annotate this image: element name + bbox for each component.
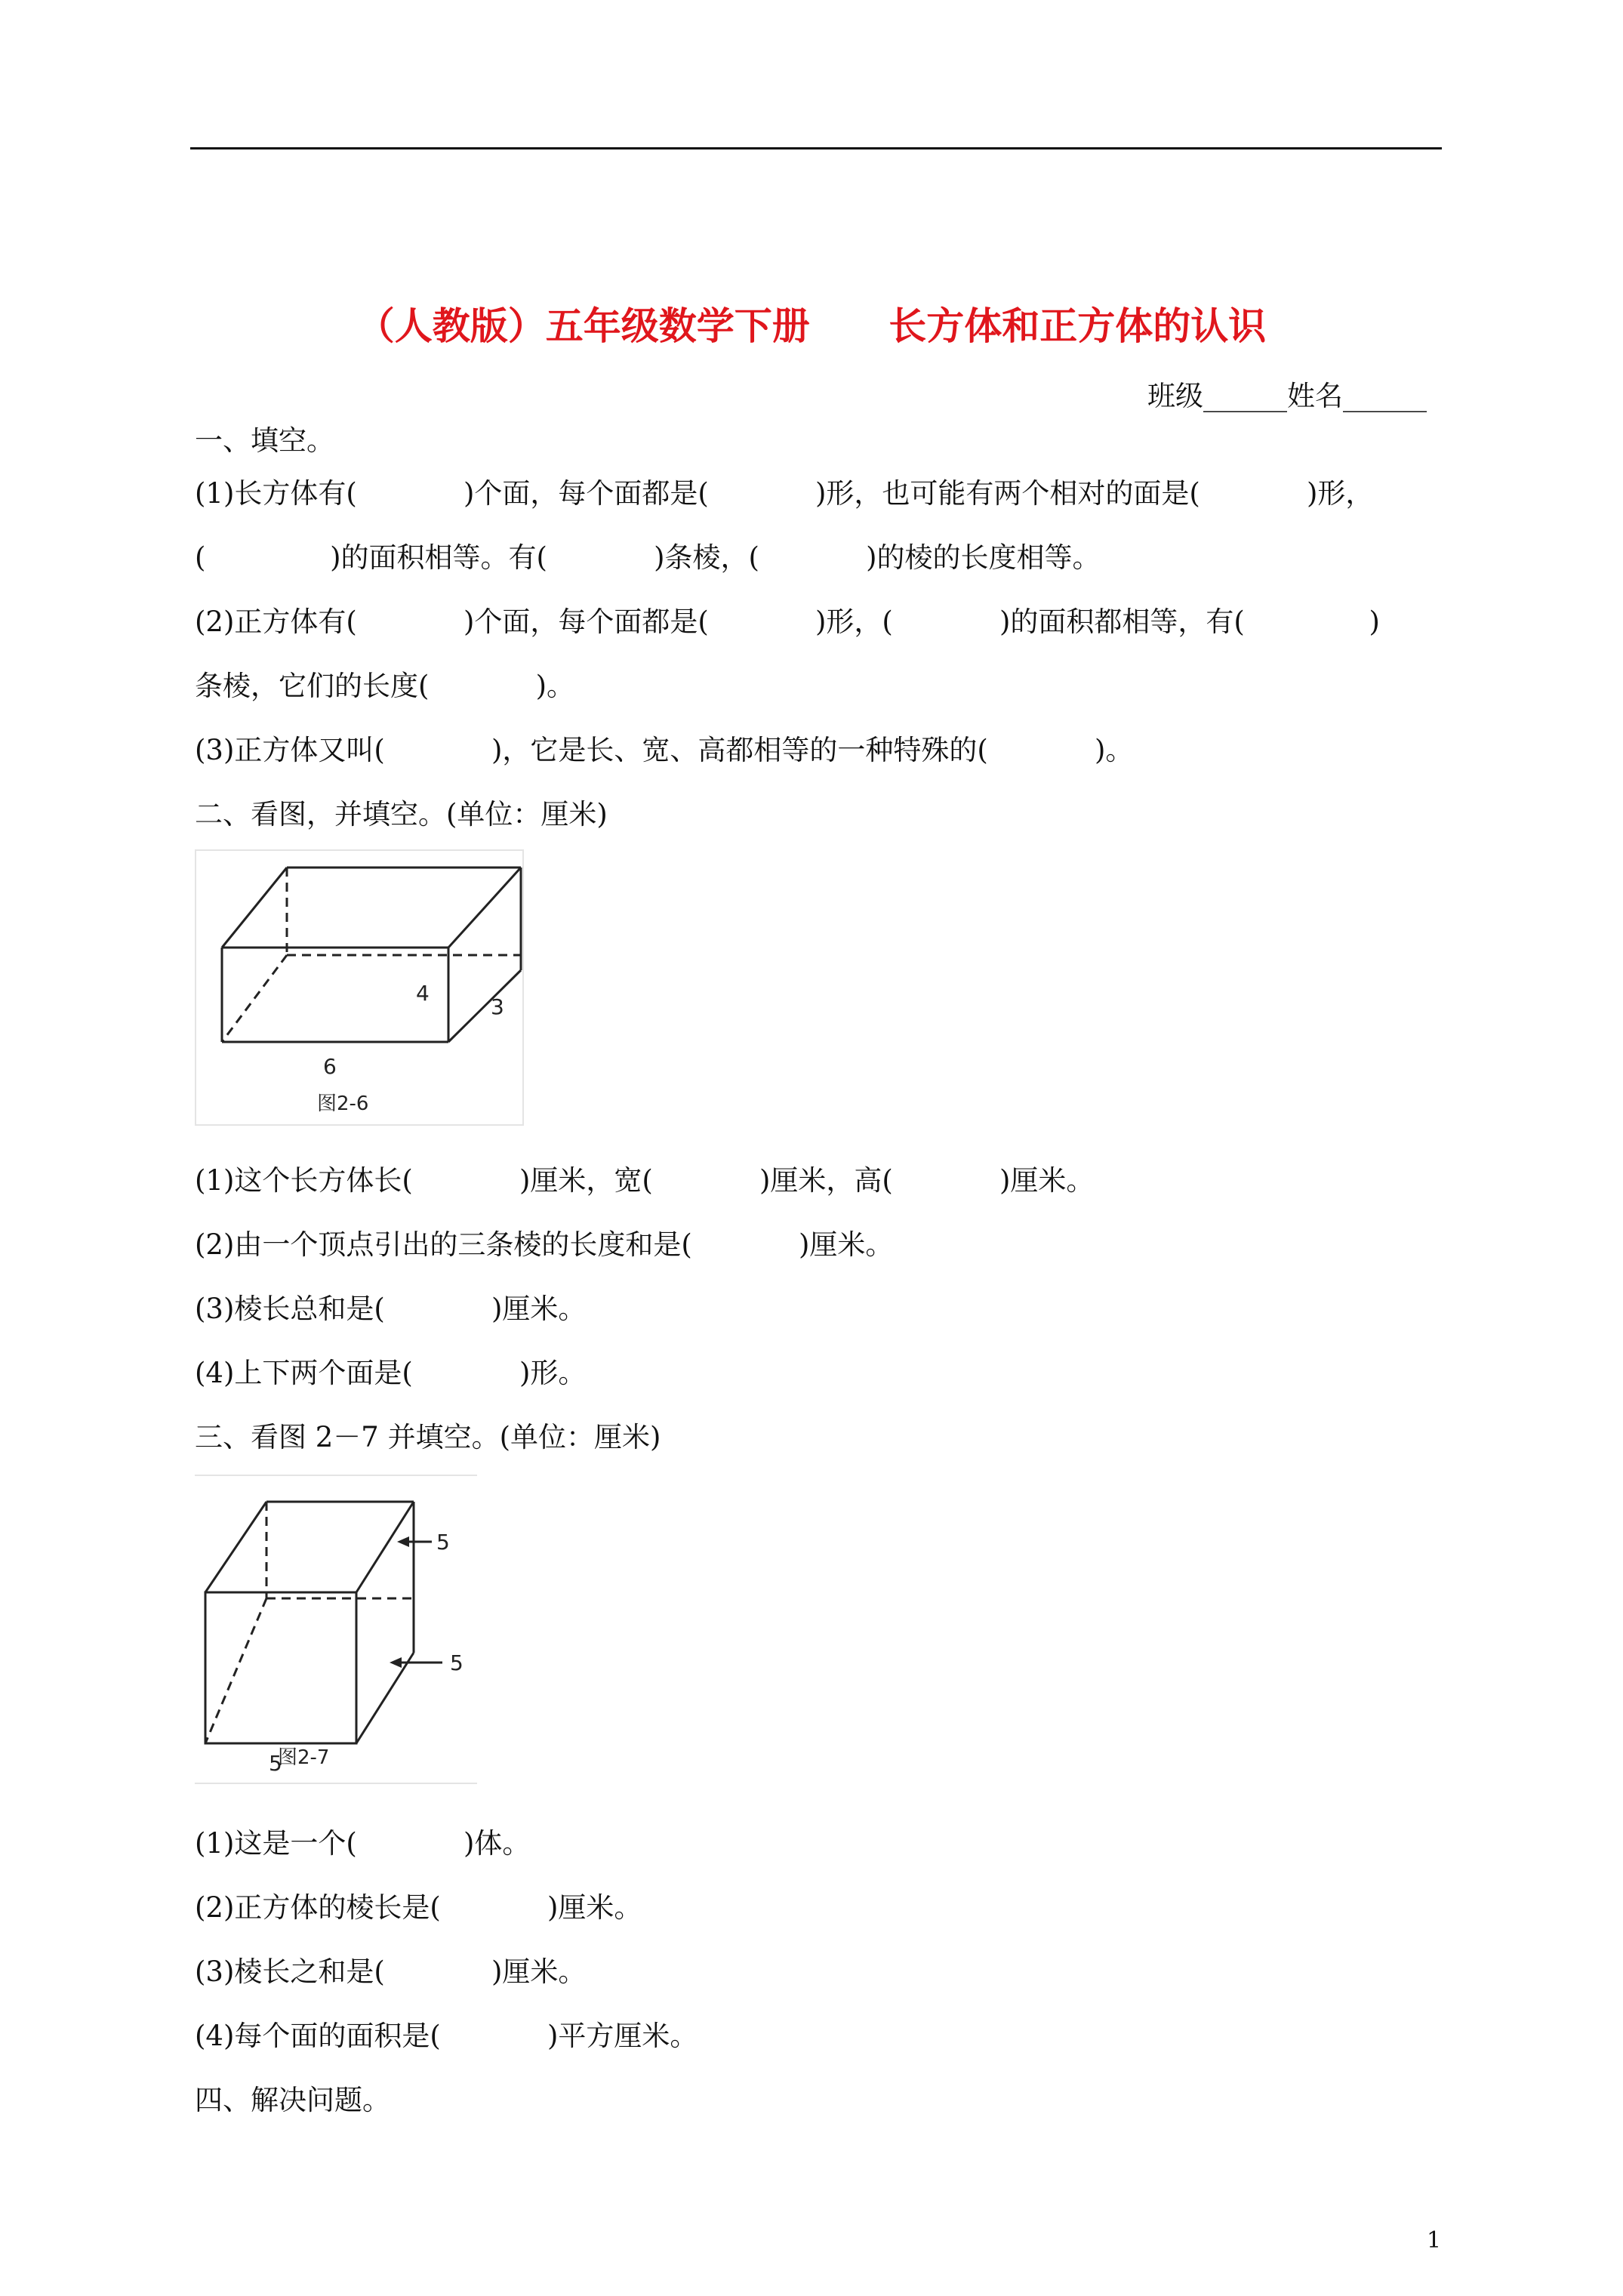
- section4-heading: 四、解决问题。: [195, 2084, 390, 2116]
- question-line: (2)正方体的棱长是( )厘米。: [195, 1891, 642, 1924]
- question-line: (1)这是一个( )体。: [195, 1827, 531, 1860]
- question-line: (3)棱长总和是( )厘米。: [195, 1293, 587, 1325]
- question-line: (1)这个长方体长( )厘米，宽( )厘米，高( )厘米。: [195, 1164, 1095, 1197]
- page-number: 1: [1427, 2227, 1442, 2254]
- question-line: (4)每个面的面积是( )平方厘米。: [195, 2020, 698, 2052]
- question-line: (2)正方体有( )个面，每个面都是( )形，( )的面积都相等，有( ): [195, 606, 1380, 638]
- figure-2-6: [195, 849, 524, 1129]
- question-line: (3)正方体又叫( )，它是长、宽、高都相等的一种特殊的( )。: [195, 734, 1134, 766]
- section1-heading: 一、填空。: [195, 424, 334, 457]
- question-line: (4)上下两个面是( )形。: [195, 1357, 587, 1389]
- width-label: 3: [491, 994, 504, 1019]
- height-label: 4: [416, 981, 430, 1006]
- class-name-line: 班级______姓名______: [1147, 380, 1427, 412]
- question-line: ( )的面积相等。有( )条棱，( )的棱的长度相等。: [195, 541, 1101, 574]
- side-edge-label: 5: [450, 1650, 463, 1675]
- header-rule: [190, 147, 1442, 149]
- bottom-edge-label: 5: [269, 1751, 282, 1776]
- section3-heading: 三、看图 2－7 并填空。(单位：厘米): [195, 1421, 661, 1453]
- length-label: 6: [323, 1054, 337, 1079]
- worksheet-title: （人教版）五年级数学下册 长方体和正方体的认识: [356, 304, 1267, 348]
- top-edge-label: 5: [436, 1530, 450, 1555]
- question-line: (3)棱长之和是( )厘米。: [195, 1955, 587, 1988]
- question-line: (1)长方体有( )个面，每个面都是( )形，也可能有两个相对的面是( )形，: [195, 477, 1374, 510]
- figure-caption: 图2-6: [317, 1093, 369, 1115]
- figure-2-7: [195, 1474, 477, 1788]
- section2-heading: 二、看图，并填空。(单位：厘米): [195, 798, 608, 831]
- figure-caption: 图2-7: [278, 1746, 330, 1769]
- question-line: (2)由一个顶点引出的三条棱的长度和是( )厘米。: [195, 1228, 894, 1261]
- question-line: 条棱，它们的长度( )。: [195, 670, 575, 702]
